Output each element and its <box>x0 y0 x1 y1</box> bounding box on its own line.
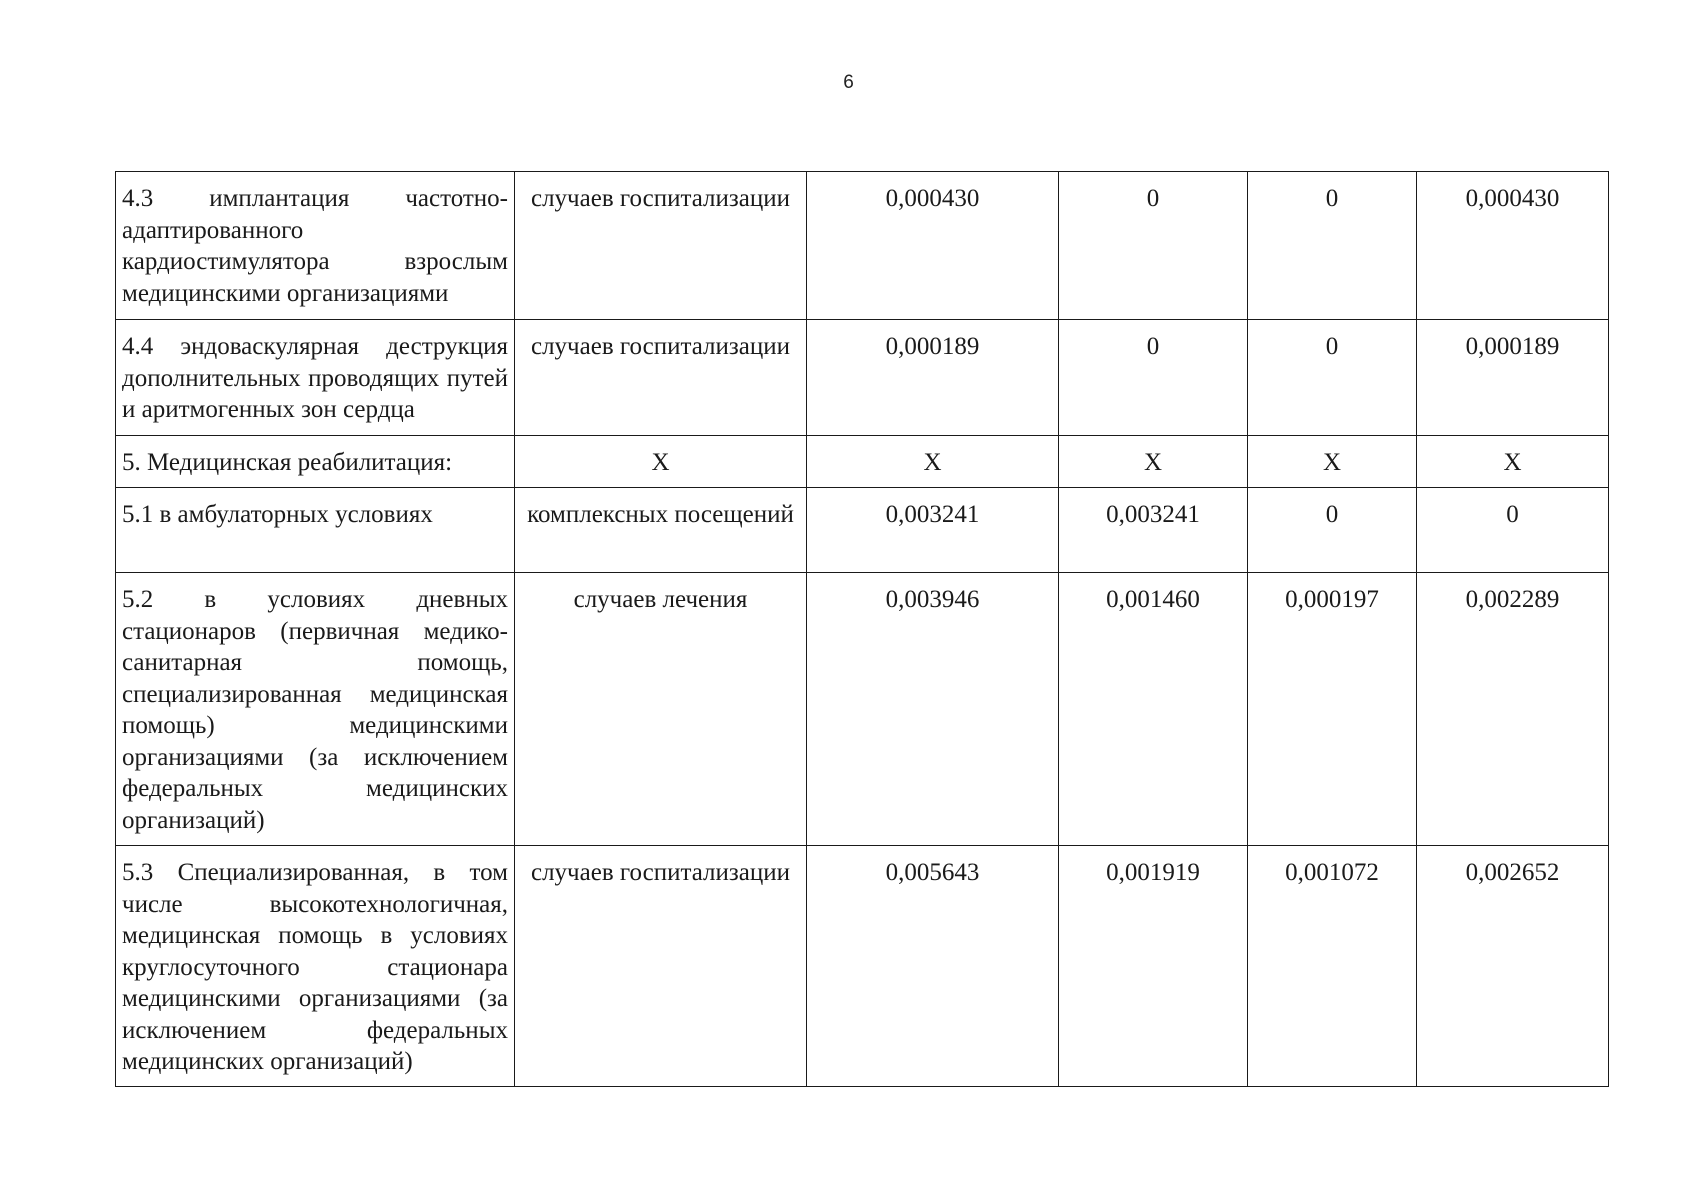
row-label: 5.3 Специализированная, в том числе высокотехнологичная, медицинская помощь в условиях круглосуточного стационара медицинскими организациями (за исключением федеральных медицинских организаций) <box>116 846 515 1087</box>
value-cell: X <box>807 436 1059 488</box>
row-label: 4.4 эндоваскулярная деструкция дополнительных проводящих путей и аритмогенных зон сердца <box>116 320 515 436</box>
value-cell: 0,000430 <box>807 172 1059 320</box>
value-cell: 0 <box>1248 172 1417 320</box>
value-cell: 0,001919 <box>1059 846 1248 1087</box>
value-cell: X <box>1417 436 1609 488</box>
value-cell: 0,001460 <box>1059 573 1248 846</box>
table-row <box>116 172 1609 320</box>
value-cell: 0,001072 <box>1248 846 1417 1087</box>
value-cell: 0,002289 <box>1417 573 1609 846</box>
row-unit: случаев госпитализации <box>515 320 807 436</box>
table-row <box>116 846 1609 1087</box>
value-cell: X <box>1059 436 1248 488</box>
table-row <box>116 573 1609 846</box>
row-label: 4.3 имплантация частотно-адаптированного кардиостимулятора взрослым медицинскими организациями <box>116 172 515 320</box>
value-cell: 0,000189 <box>807 320 1059 436</box>
value-cell: 0,005643 <box>807 846 1059 1087</box>
value-cell: 0 <box>1248 488 1417 573</box>
row-unit: случаев госпитализации <box>515 172 807 320</box>
value-cell: 0,003946 <box>807 573 1059 846</box>
value-cell: X <box>1248 436 1417 488</box>
value-cell: 0 <box>1248 320 1417 436</box>
row-unit: X <box>515 436 807 488</box>
value-cell: 0,000189 <box>1417 320 1609 436</box>
row-unit: случаев лечения <box>515 573 807 846</box>
table-row <box>116 488 1609 573</box>
table-row <box>116 436 1609 488</box>
value-cell: 0 <box>1417 488 1609 573</box>
value-cell: 0,000430 <box>1417 172 1609 320</box>
row-label: 5.1 в амбулаторных условиях <box>116 488 515 573</box>
value-cell: 0 <box>1059 172 1248 320</box>
row-label: 5. Медицинская реабилитация: <box>116 436 515 488</box>
value-cell: 0,002652 <box>1417 846 1609 1087</box>
data-table <box>115 171 1609 1087</box>
row-unit: случаев госпитализации <box>515 846 807 1087</box>
value-cell: 0,003241 <box>1059 488 1248 573</box>
row-label: 5.2 в условиях дневных стационаров (первичная медико-санитарная помощь, специализированная медицинская помощь) медицинскими организациями (за исключением федеральных медицинских организаций) <box>116 573 515 846</box>
value-cell: 0,003241 <box>807 488 1059 573</box>
row-unit: комплексных посещений <box>515 488 807 573</box>
table-row <box>116 320 1609 436</box>
page-number: 6 <box>843 72 854 93</box>
value-cell: 0 <box>1059 320 1248 436</box>
value-cell: 0,000197 <box>1248 573 1417 846</box>
